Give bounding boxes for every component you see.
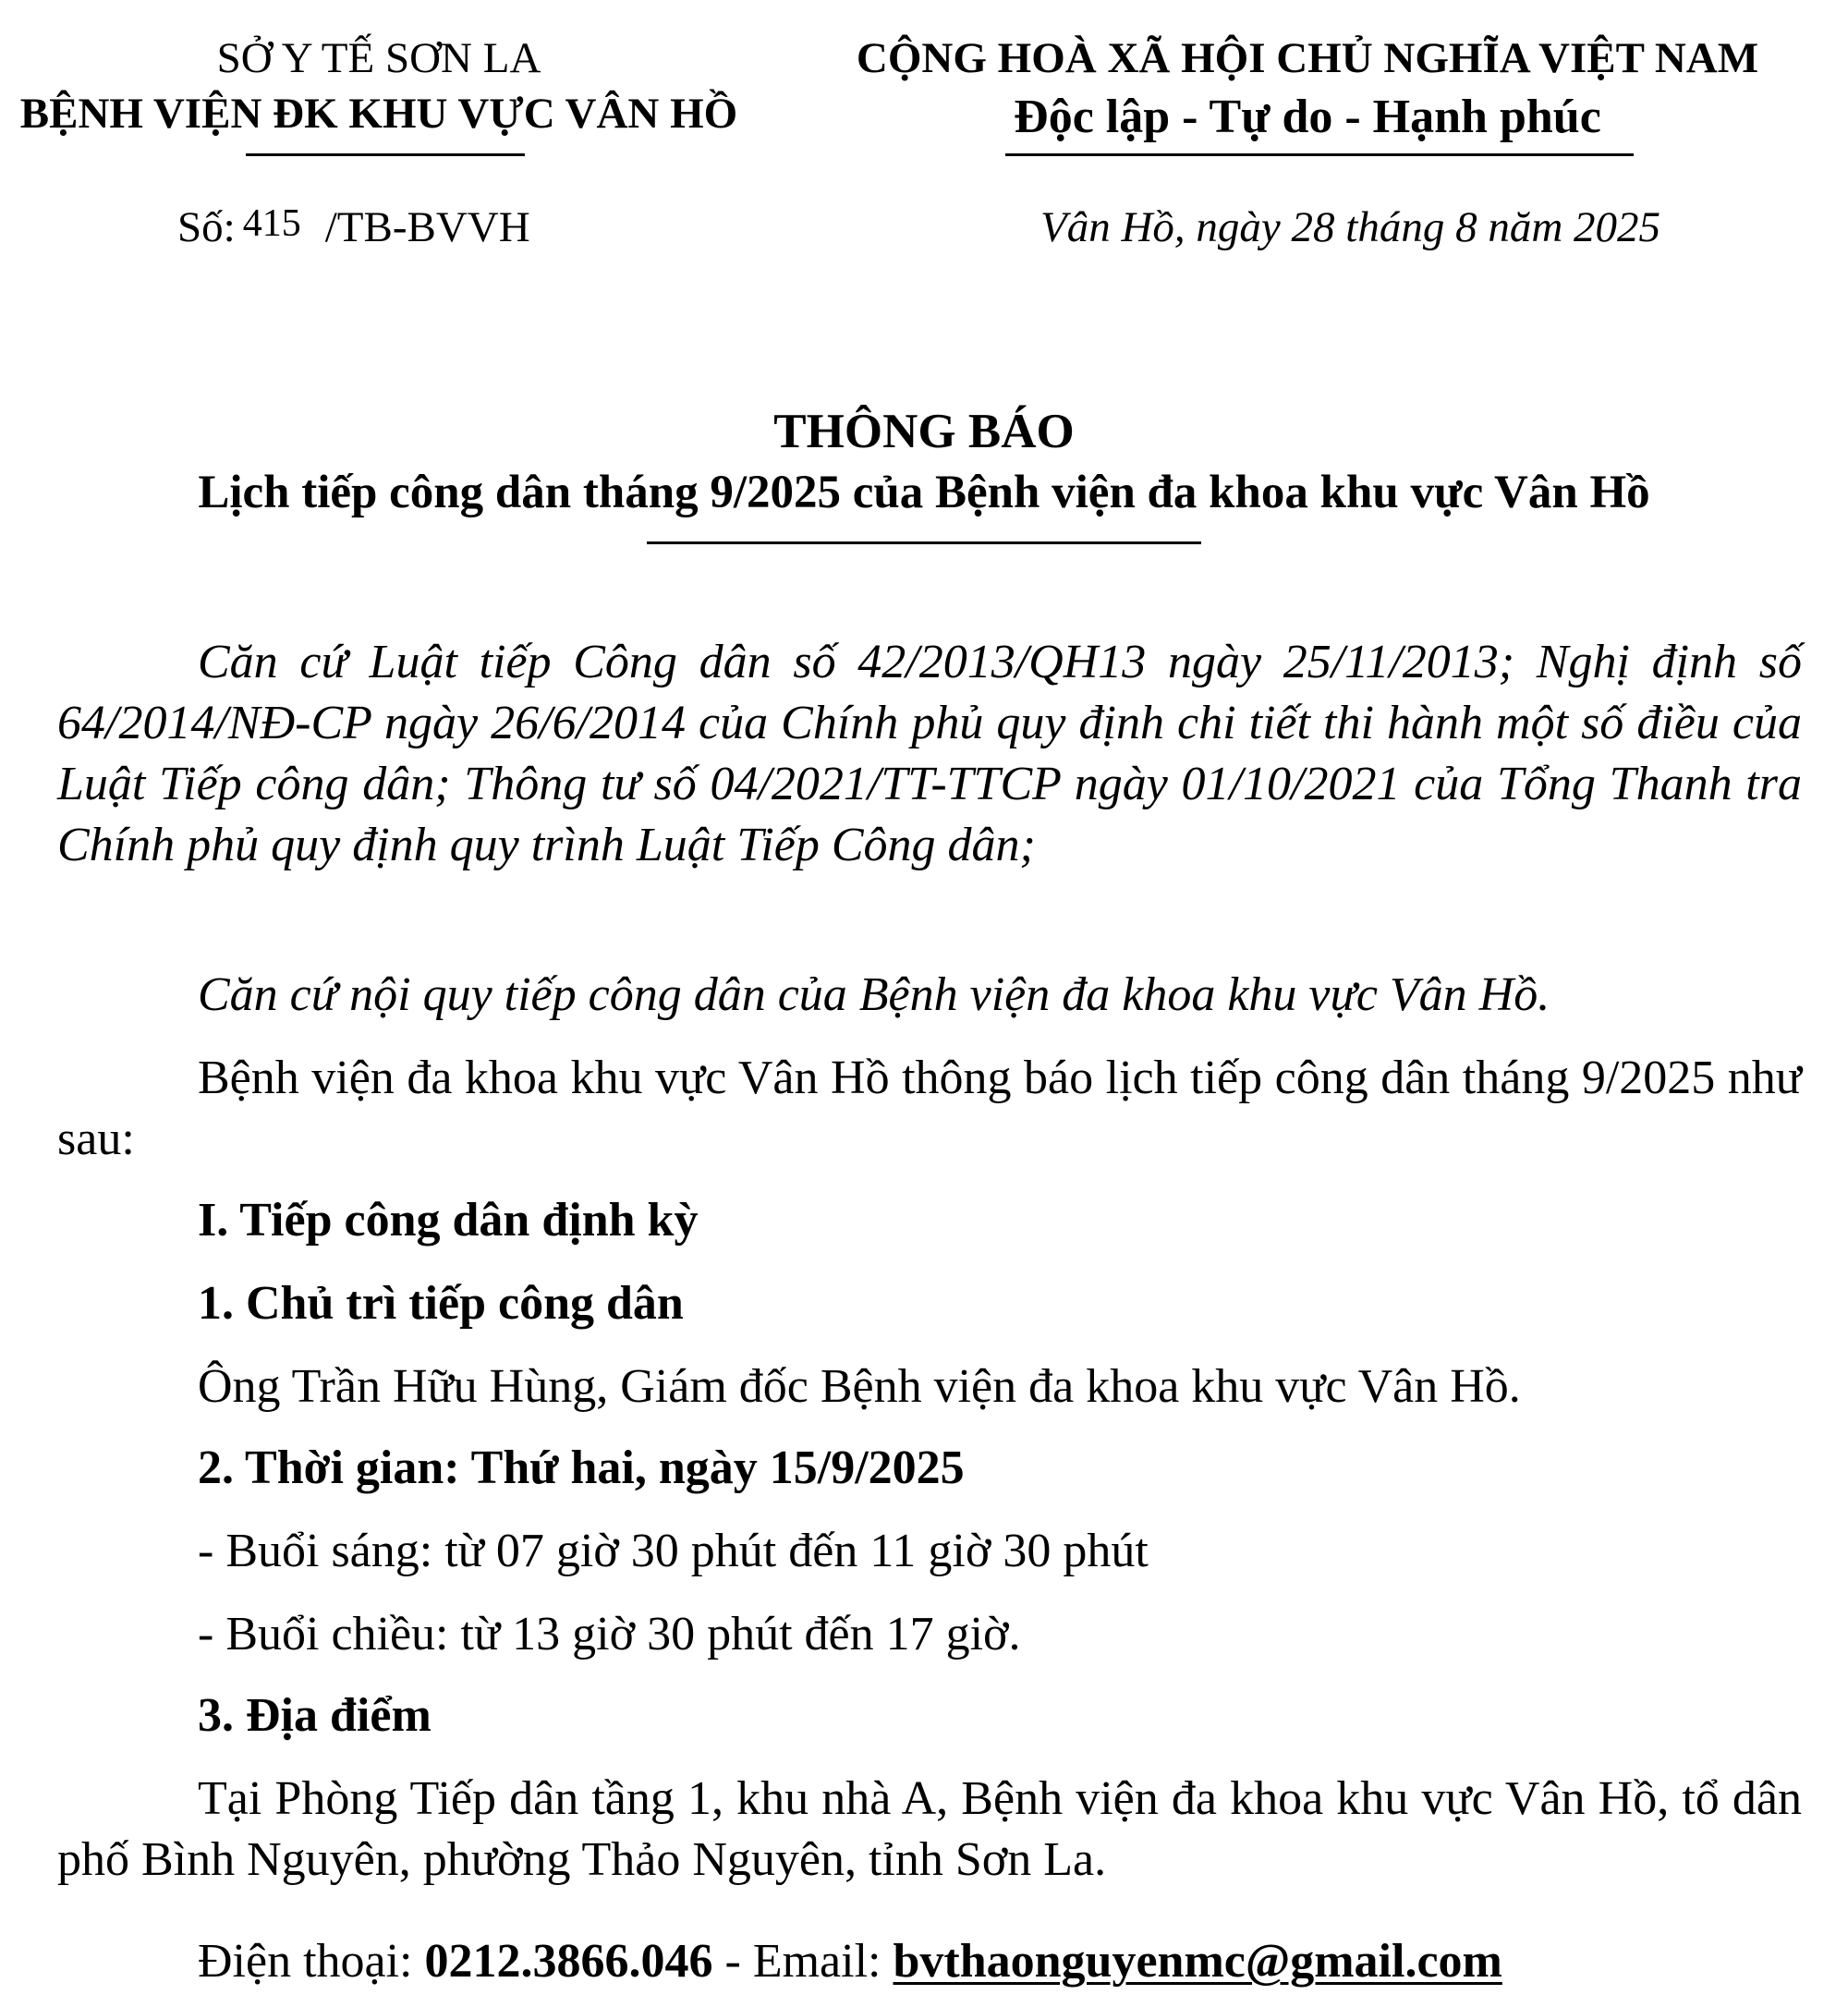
- item-1-text: Ông Trần Hữu Hùng, Giám đốc Bệnh viện đa khoa khu vực Vân Hồ.: [198, 1360, 1521, 1413]
- item-2-heading: 2. Thời gian: Thứ hai, ngày 15/9/2025: [198, 1441, 965, 1494]
- intro-paragraph: [57, 1048, 1802, 1170]
- location-paragraph: [57, 1769, 1802, 1891]
- notice-subtitle: Lịch tiếp công dân tháng 9/2025 của Bệnh viện đa khoa khu vực Vân Hồ: [198, 467, 1650, 518]
- item-1-heading: 1. Chủ trì tiếp công dân: [198, 1277, 684, 1330]
- contact-line: [198, 1931, 1502, 1992]
- phone-label: Điện thoại:: [198, 1935, 425, 1988]
- section-heading-1: I. Tiếp công dân định kỳ: [198, 1194, 699, 1247]
- country-name: CỘNG HOÀ XÃ HỘI CHỦ NGHĨA VIỆT NAM: [856, 34, 1759, 82]
- location-text: Tại Phòng Tiếp dân tầng 1, khu nhà A, Bệnh viện đa khoa khu vực Vân Hồ, tổ dân phố Bình Nguyên, phường Thảo Nguyên, tỉnh Sơn La.: [57, 1772, 1802, 1886]
- agency-name: SỞ Y TẾ SƠN LA: [216, 34, 541, 82]
- national-motto: Độc lập - Tự do - Hạnh phúc: [1014, 91, 1601, 143]
- hospital-underline: [246, 153, 525, 156]
- doc-number-value: 415: [242, 202, 301, 245]
- place-date: Vân Hồ, ngày 28 tháng 8 năm 2025: [1040, 203, 1661, 251]
- legal-basis-1: [57, 632, 1802, 876]
- intro-text: Bệnh viện đa khoa khu vực Vân Hồ thông báo lịch tiếp công dân tháng 9/2025 như sau:: [57, 1052, 1802, 1165]
- doc-number: [177, 201, 530, 255]
- subtitle-underline: [647, 541, 1201, 544]
- phone-number: 0212.3866.046: [424, 1935, 713, 1988]
- legal-basis-2: Căn cứ nội quy tiếp công dân của Bệnh viện đa khoa khu vực Vân Hồ.: [198, 968, 1550, 1021]
- doc-number-prefix: Số:: [177, 203, 236, 251]
- legal-basis-1-text: Căn cứ Luật tiếp Công dân số 42/2013/QH13 ngày 25/11/2013; Nghị định số 64/2014/NĐ-CP ngày 26/6/2014 của Chính phủ quy định chi tiết thi hành một số điều của Luật Tiếp công dân; Thông tư số 04/2021/TT-TTCP ngày 01/10/2021 của Tổng Thanh tra Chính phủ quy định quy trình Luật Tiếp Công dân;: [57, 636, 1802, 871]
- email-label: - Email:: [712, 1935, 894, 1988]
- motto-underline: [1005, 153, 1634, 156]
- item-3-heading: 3. Địa điểm: [198, 1689, 432, 1742]
- afternoon-time: - Buổi chiều: từ 13 giờ 30 phút đến 17 giờ.: [198, 1608, 1021, 1660]
- doc-number-suffix: /TB-BVVH: [324, 203, 530, 251]
- notice-title: THÔNG BÁO: [773, 405, 1075, 458]
- email-link[interactable]: bvthaonguyenmc@gmail.com: [893, 1935, 1502, 1988]
- hospital-name: BỆNH VIỆN ĐK KHU VỰC VÂN HỒ: [19, 90, 738, 138]
- morning-time: - Buổi sáng: từ 07 giờ 30 phút đến 11 giờ 30 phút: [198, 1525, 1149, 1577]
